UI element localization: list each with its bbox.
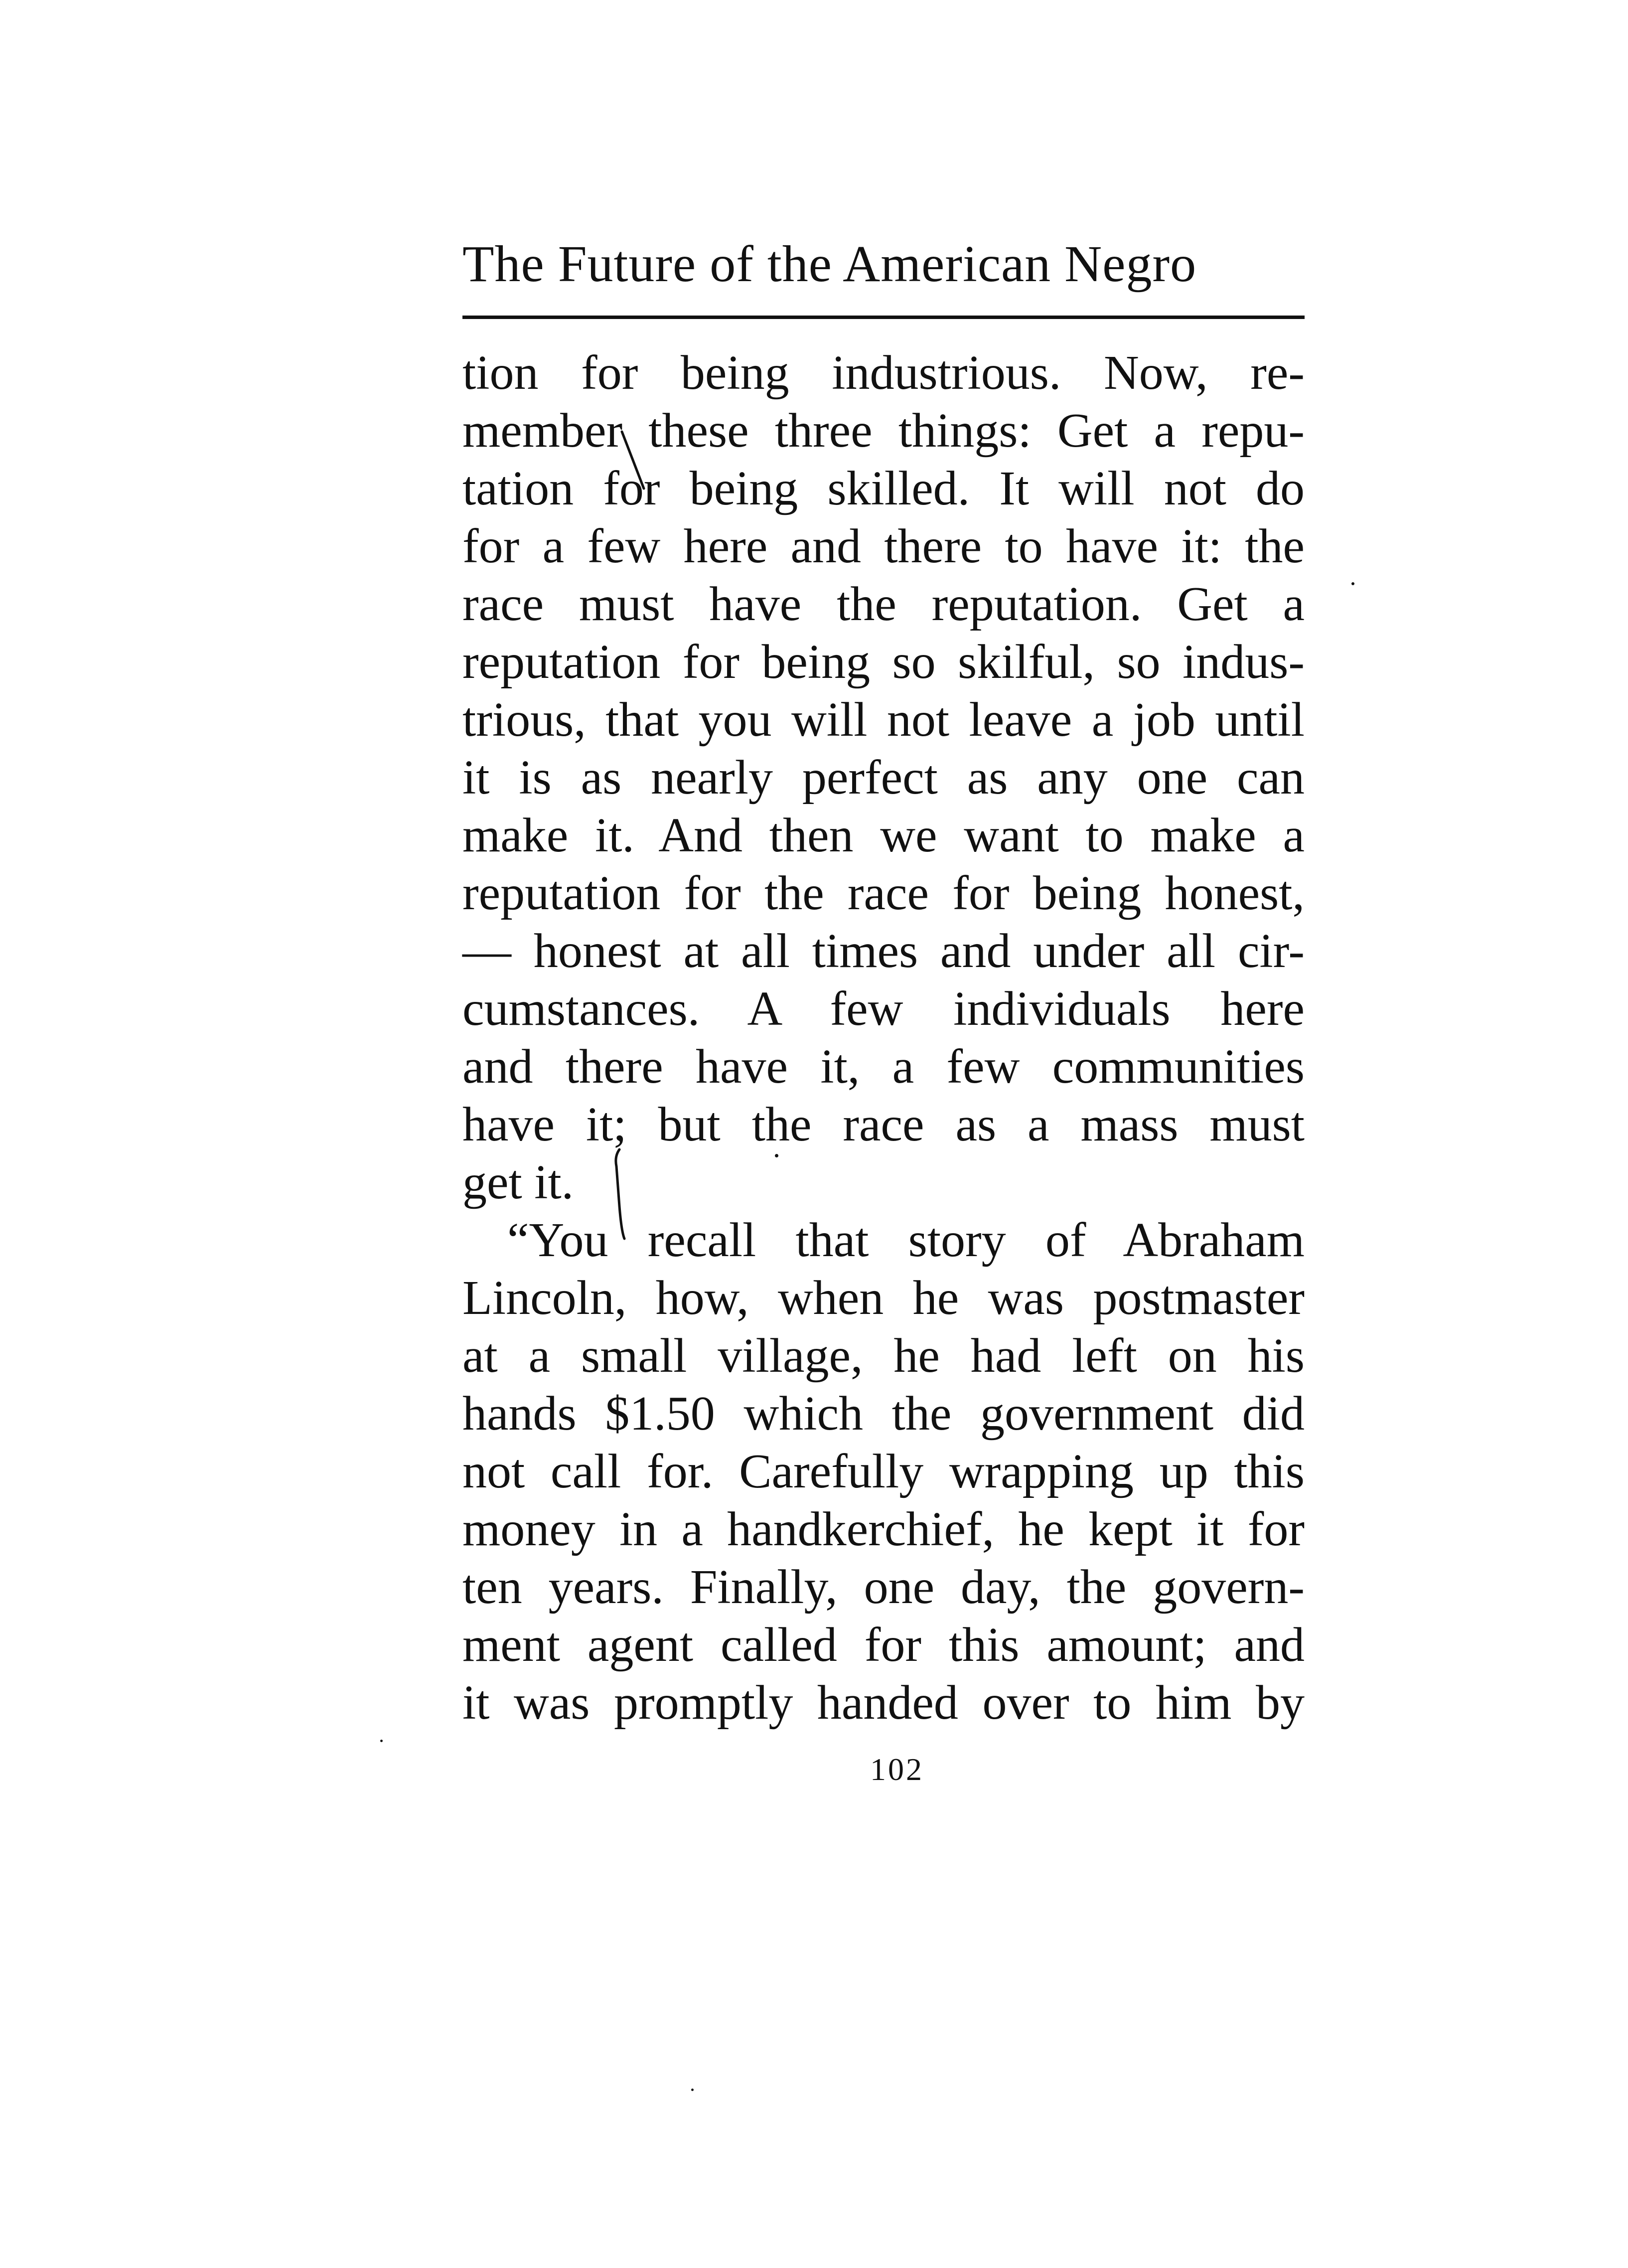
text-line: and there have it, a few communities [462, 1040, 1305, 1094]
text-line: ment agent called for this amount; and [462, 1618, 1305, 1672]
scan-speck [1351, 582, 1354, 585]
text-line: hands $1.50 which the government did [462, 1387, 1305, 1441]
text-line: tion for being industrious. Now, re- [462, 346, 1305, 400]
text-line: at a small village, he had left on his [462, 1329, 1305, 1383]
text-line: race must have the reputation. Get a [462, 577, 1305, 631]
text-line: member these three things: Get a repu- [462, 404, 1305, 458]
text-line: ten years. Finally, one day, the govern- [462, 1560, 1305, 1614]
text-line: money in a handkerchief, he kept it for [462, 1502, 1305, 1556]
text-line: cumstances. A few individuals here [462, 982, 1305, 1036]
text-line: — honest at all times and under all cir- [462, 924, 1305, 978]
text-line: for a few here and there to have it: the [462, 519, 1305, 573]
text-line: reputation for the race for being honest, [462, 866, 1305, 920]
text-line: reputation for being so skilful, so indus- [462, 635, 1305, 689]
text-line: it is as nearly perfect as any one can [462, 751, 1305, 805]
text-line: get it. [462, 1155, 574, 1209]
scan-speck [775, 1154, 778, 1157]
scan-speck [380, 1740, 383, 1742]
text-line: not call for. Carefully wrapping up this [462, 1445, 1305, 1498]
text-line: make it. And then we want to make a [462, 809, 1305, 862]
text-line: have it; but the race as a mass must [462, 1098, 1305, 1151]
page-number: 102 [870, 1752, 924, 1787]
text-line: it was promptly handed over to him by [462, 1676, 1305, 1730]
text-line: trious, that you will not leave a job until [462, 693, 1305, 747]
text-line: “You recall that story of Abraham [507, 1213, 1305, 1267]
running-head: The Future of the American Negro [462, 235, 1197, 293]
text-line: tation for being skilled. It will not do [462, 462, 1305, 515]
body-text [462, 344, 1305, 1732]
header-rule [462, 316, 1305, 319]
text-line: Lincoln, how, when he was postmaster [462, 1271, 1305, 1325]
scan-speck [691, 2089, 694, 2091]
